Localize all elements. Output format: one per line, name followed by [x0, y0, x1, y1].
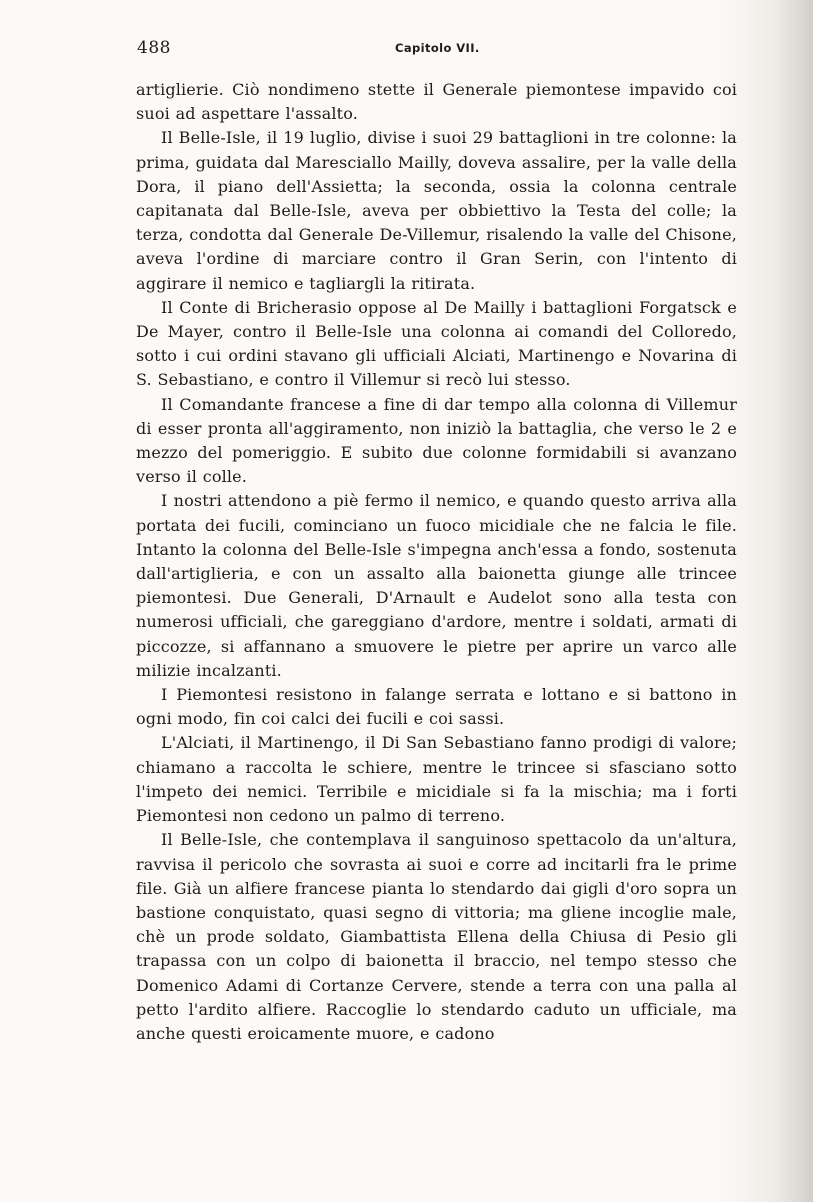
paragraph: Il Conte di Bricherasio oppose al De Mailly i battaglioni Forgatsck e De Mayer, contro il Belle-Isle una colonna ai comandi del Colloredo, sotto i cui ordini stavano gli ufficiali Alciati, Martinengo e Novarina di S. Sebastiano, e contro il Villemur si recò lui stesso. [136, 297, 737, 390]
paragraph: Il Belle-Isle, il 19 luglio, divise i suoi 29 battaglioni in tre colonne: la prima, guidata dal Maresciallo Mailly, doveva assalire, per la valle della Dora, il piano dell'Assietta; la seconda, ossia la colonna centrale capitanata dal Belle-Isle, aveva per obbiettivo la Testa del colle; la terza, condotta dal Generale De-Villemur, risalendo la valle del Chisone, aveva l'ordine di marciare contro il Gran Serin, con l'intento di aggirare il nemico e tagliargli la ritirata. [136, 128, 737, 293]
paragraph: Il Belle-Isle, che contemplava il sanguinoso spettacolo da un'altura, ravvisa il pericolo che sovrasta ai suoi e corre ad incitarli fra le prime file. Già un alfiere francese pianta lo stendardo dai gigli d'oro sopra un bastione conquistato, quasi segno di vittoria; ma gliene incoglie male, chè un prode soldato, Giambattista Ellena della Chiusa di Pesio gli trapassa con un colpo di baionetta il braccio, nel tempo stesso che Domenico Adami di Cortanze Cervere, stende a terra con una palla al petto l'ardito alfiere. Raccoglie lo stendardo caduto un ufficiale, ma anche questi eroicamente muore, e cadono [136, 830, 737, 1043]
paragraph: artiglierie. Ciò nondimeno stette il Generale piemontese impavido coi suoi ad aspettare l'assalto. [136, 80, 737, 124]
paragraph: I nostri attendono a piè fermo il nemico, e quando questo arriva alla portata dei fucili, cominciano un fuoco micidiale che ne falcia le file. Intanto la colonna del Belle-Isle s'impegna anch'essa a fondo, sostenuta dall'artiglieria, e con un assalto alla baionetta giunge alle trincee piemontesi. Due Generali, D'Arnault e Audelot sono alla testa con numerosi ufficiali, che gareggiano d'ardore, mentre i soldati, armati di piccozze, si affannano a smuovere le pietre per aprire un varco alle milizie incalzanti. [136, 491, 737, 680]
body-text [136, 78, 737, 1046]
paragraph: Il Comandante francese a fine di dar tempo alla colonna di Villemur di esser pronta all'aggiramento, non iniziò la battaglia, che verso le 2 e mezzo del pomeriggio. E subito due colonne formidabili si avanzano verso il colle. [136, 394, 737, 487]
running-head: Capitolo VII. [395, 41, 480, 55]
paragraph: I Piemontesi resistono in falange serrata e lottano e si battono in ogni modo, fin coi calci dei fucili e coi sassi. [136, 685, 737, 729]
page-header [137, 38, 737, 62]
page-edge-shadow [775, 0, 813, 1202]
paragraph: L'Alciati, il Martinengo, il Di San Sebastiano fanno prodigi di valore; chiamano a raccolta le schiere, mentre le trincee si sfasciano sotto l'impeto dei nemici. Terribile e micidiale si fa la mischia; ma i forti Piemontesi non cedono un palmo di terreno. [136, 733, 737, 826]
page-number: 488 [137, 38, 171, 58]
